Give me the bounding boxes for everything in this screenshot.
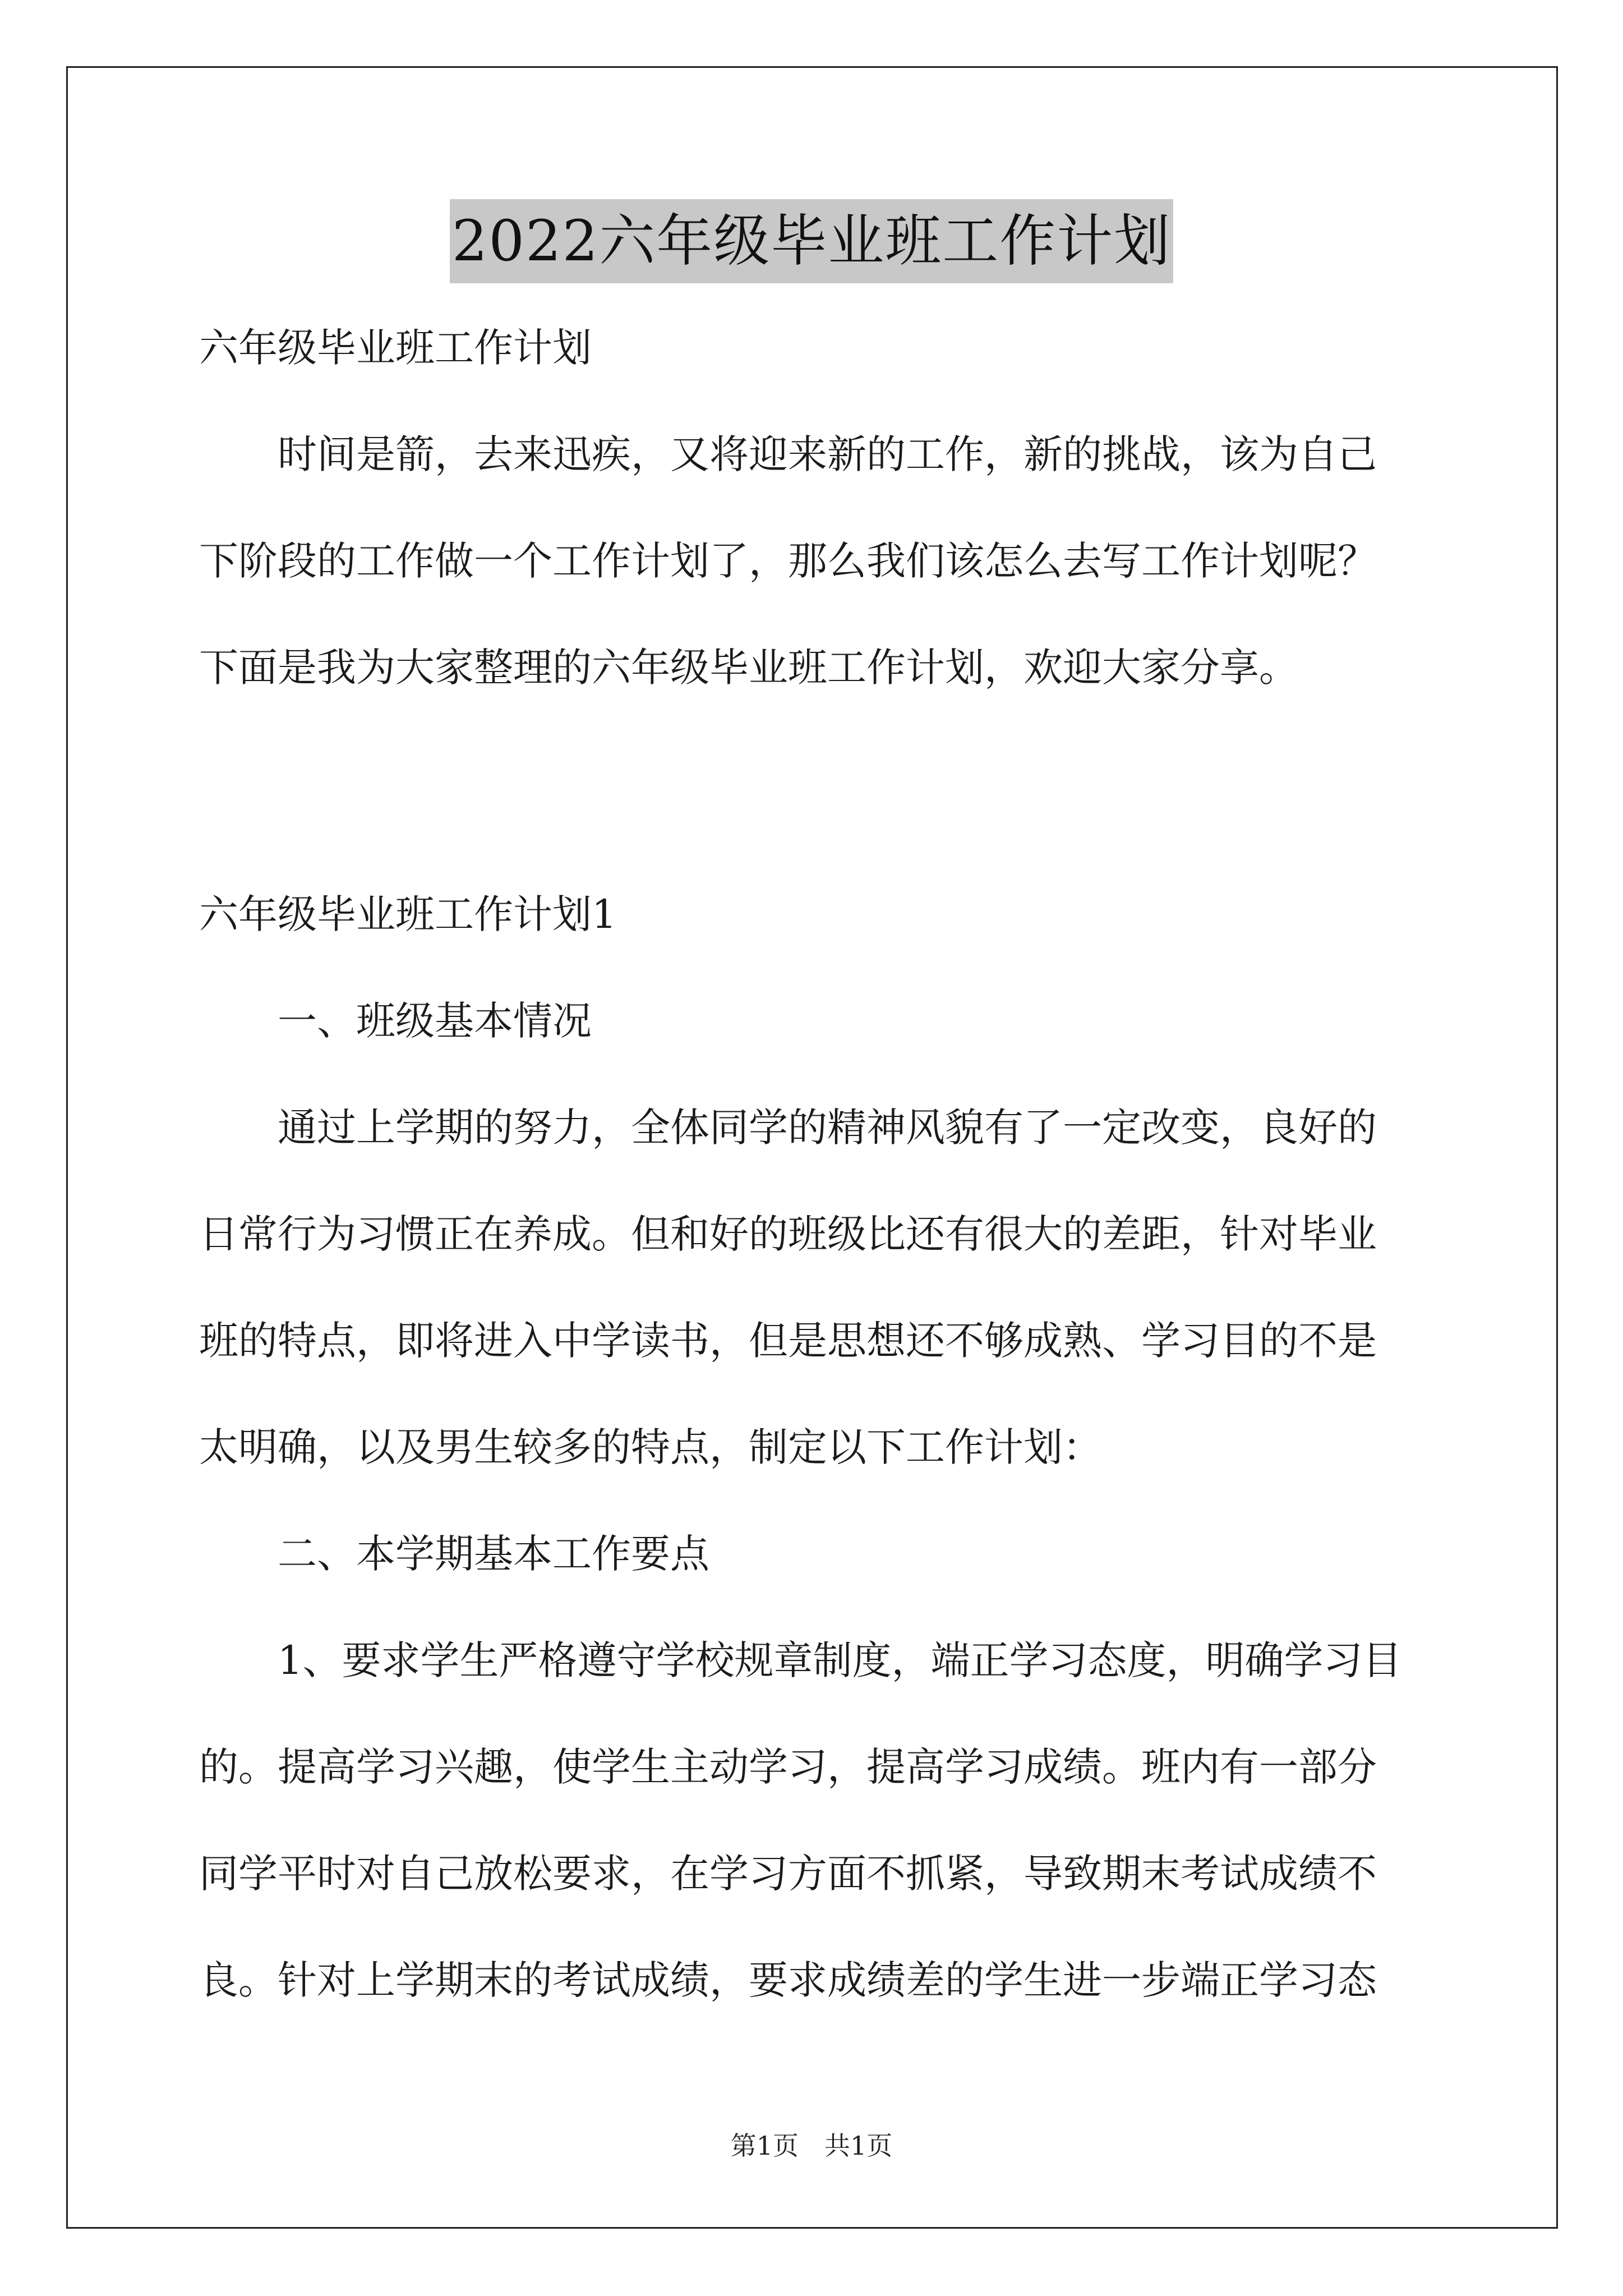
paragraph-line: 下面是我为大家整理的六年级毕业班工作计划，欢迎大家分享。 <box>199 645 1298 691</box>
paragraph-line: 太明确，以及男生较多的特点，制定以下工作计划： <box>199 1424 1102 1470</box>
paragraph-line: 班的特点，即将进入中学读书，但是思想还不够成熟、学习目的不是 <box>199 1318 1377 1364</box>
section-subheading: 一、班级基本情况 <box>278 998 592 1044</box>
paragraph-line: 通过上学期的努力，全体同学的精神风貌有了一定改变，良好的 <box>278 1105 1377 1151</box>
page-footer: 第1页 共1页 <box>730 2131 893 2161</box>
paragraph-line: 时间是箭，去来迅疾，又将迎来新的工作，新的挑战，该为自己 <box>278 431 1377 477</box>
section-subheading: 二、本学期基本工作要点 <box>278 1531 709 1577</box>
section-heading: 六年级毕业班工作计划1 <box>199 891 617 937</box>
paragraph-line: 1、要求学生严格遵守学校规章制度，端正学习态度，明确学习目 <box>278 1637 1402 1683</box>
paragraph-line: 下阶段的工作做一个工作计划了，那么我们该怎么去写工作计划呢？ <box>199 538 1377 584</box>
title-container <box>0 199 1623 283</box>
paragraph-line: 同学平时对自己放松要求，在学习方面不抓紧，导致期末考试成绩不 <box>199 1851 1377 1897</box>
paragraph-line: 的。提高学习兴趣，使学生主动学习，提高学习成绩。班内有一部分 <box>199 1744 1377 1790</box>
paragraph-line: 良。针对上学期末的考试成绩，要求成绩差的学生进一步端正学习态 <box>199 1957 1377 2003</box>
paragraph-line: 日常行为习惯正在养成。但和好的班级比还有很大的差距，针对毕业 <box>199 1211 1377 1257</box>
page-title: 2022六年级毕业班工作计划 <box>450 199 1174 283</box>
subtitle: 六年级毕业班工作计划 <box>199 325 592 371</box>
